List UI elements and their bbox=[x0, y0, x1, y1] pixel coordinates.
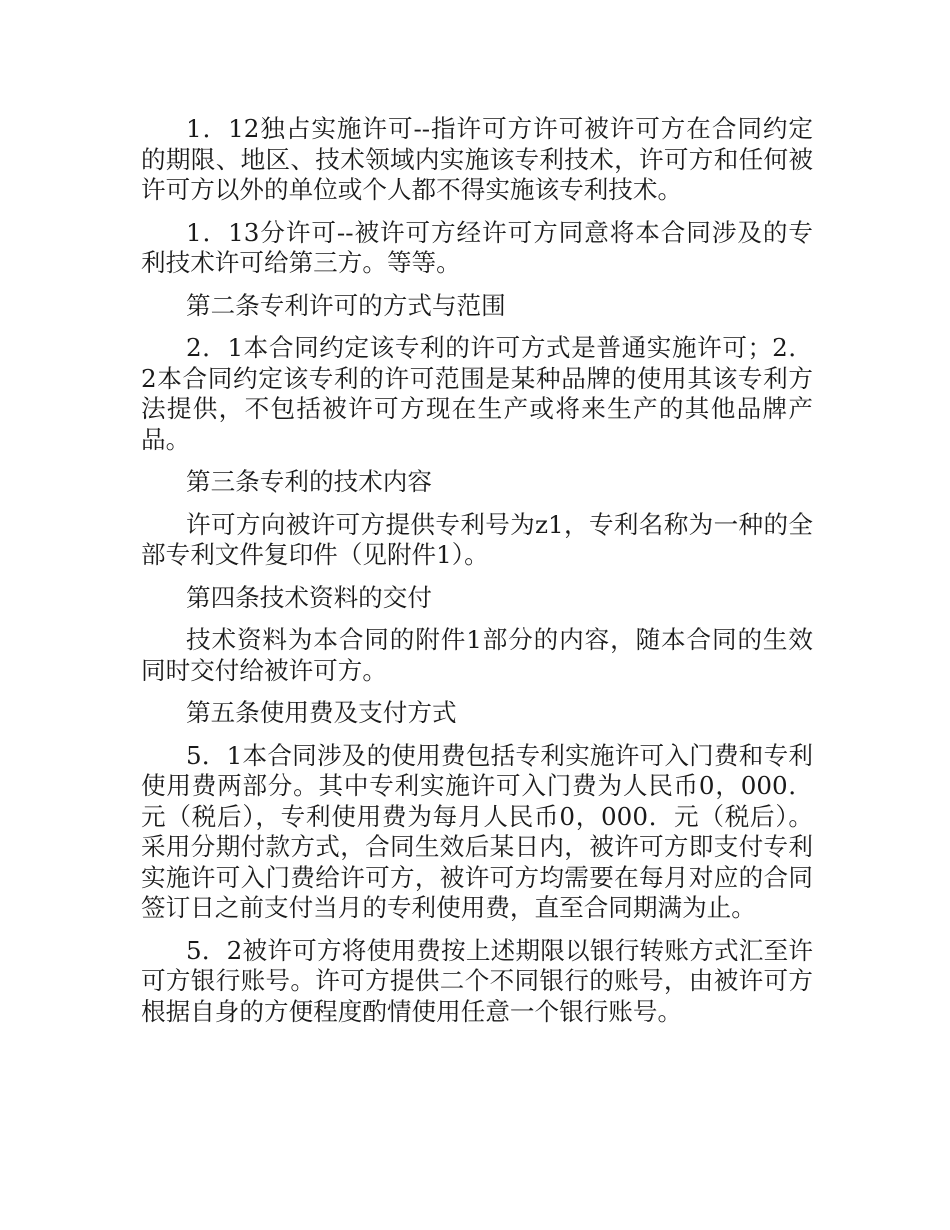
article-2-heading: 第二条专利许可的方式与范围 bbox=[186, 290, 506, 320]
clause-5-2-paragraph: 5．2被许可方将使用费按上述期限以银行转账方式汇至许可方银行账号。许可方提供二个不同银行的账号，由被许可方根据自身的方便程度酌情使用任意一个银行账号。 bbox=[141, 935, 813, 1026]
article-3-paragraph: 许可方向被许可方提供专利号为z1，专利名称为一种的全部专利文件复印件（见附件1）。 bbox=[141, 509, 813, 569]
clause-2-1-paragraph: 2．1本合同约定该专利的许可方式是普通实施许可；2．2本合同约定该专利的许可范围是某种品牌的使用其该专利方法提供，不包括被许可方现在生产或将来生产的其他品牌产品。 bbox=[141, 333, 813, 454]
clause-1-12-paragraph: 1．12独占实施许可--指许可方许可被许可方在合同约定的期限、地区、技术领域内实施该专利技术，许可方和任何被许可方以外的单位或个人都不得实施该专利技术。 bbox=[141, 114, 813, 204]
article-5-heading: 第五条使用费及支付方式 bbox=[186, 698, 457, 727]
clause-5-1-paragraph: 5．1本合同涉及的使用费包括专利实施许可入门费和专利使用费两部分。其中专利实施许可入门费为人民币0，000．元（税后），专利使用费为每月人民币0，000．元（税后）。采用分期付款方式，合同生效后某日内，被许可方即支付专利实施许可入门费给许可方，被许可方均需要在每月对应的合同签订日之前支付当月的专利使用费，直至合同期满为止。 bbox=[141, 740, 813, 922]
document-body bbox=[141, 114, 813, 1039]
article-4-heading: 第四条技术资料的交付 bbox=[186, 582, 432, 612]
article-3-heading: 第三条专利的技术内容 bbox=[186, 467, 432, 496]
article-4-paragraph: 技术资料为本合同的附件1部分的内容，随本合同的生效同时交付给被许可方。 bbox=[141, 625, 813, 685]
clause-1-13-paragraph: 1．13分许可--被许可方经许可方同意将本合同涉及的专利技术许可给第三方。等等。 bbox=[141, 217, 813, 277]
